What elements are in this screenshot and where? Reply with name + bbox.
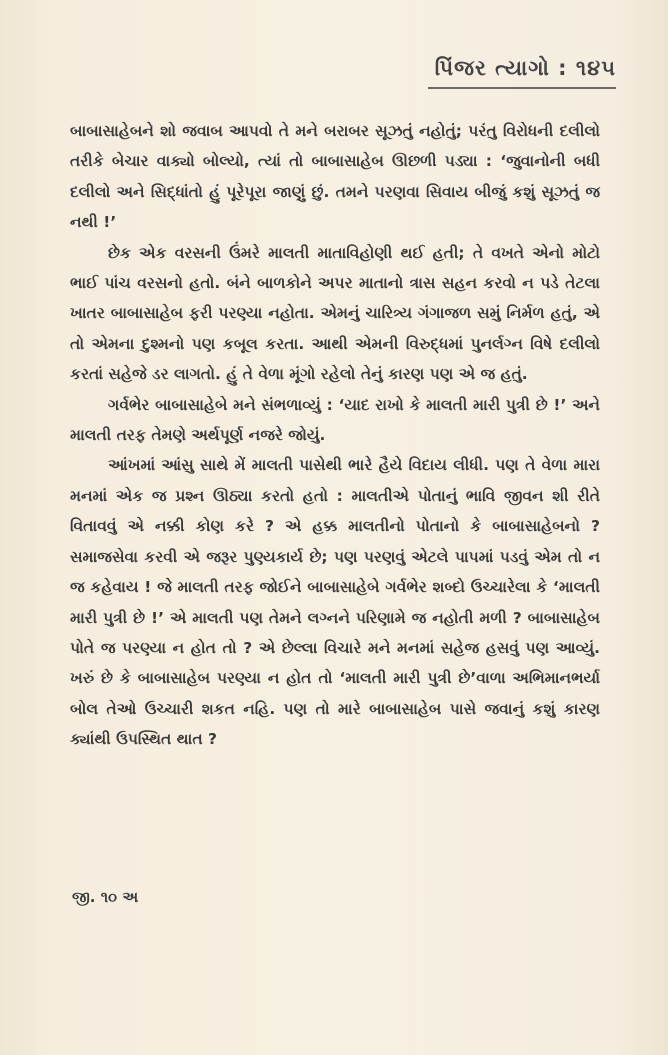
signature-mark: જી. ૧૦ અ: [72, 888, 139, 906]
page-header: [428, 56, 616, 89]
paragraph: છેક એક વરસની ઉંમરે માલતી માતાવિહોણી થઈ હતી; તે વખતે એનો મોટો ભાઈ પાંચ વરસનો હતો. બંને બાળકોને અપર માતાનો ત્રાસ સહન કરવો ન પડે તેટલા ખાતર બાબાસાહેબ ફરી પરણ્યા નહોતા. એમનું ચારિત્ર્ય ગંગાજળ સમું નિર્મળ હતું, એ તો એમના દુશ્મનો પણ કબૂલ કરતા. આથી એમની વિરુદ્ધમાં પુનર્લગ્ન વિષે દલીલો કરતાં સહેજે ડર લાગતો. હું તે વેળા મૂંગો રહેલો તેનું કારણ પણ એ જ હતું.: [70, 243, 600, 384]
body-text: [70, 116, 600, 755]
paragraph: ગર્વભેર બાબાસાહેબે મને સંભળાવ્યું : ‘યાદ રાખો કે માલતી મારી પુત્રી છે !’ અને માલતી તરફ તેમણે અર્થપૂર્ણ નજરે જોયું.: [70, 395, 600, 445]
paragraph: આંખમાં આંસુ સાથે મેં માલતી પાસેથી ભારે હૈયે વિદાય લીધી. પણ તે વેળા મારા મનમાં એક જ પ્રશ્ન ઊઠ્યા કરતો હતો : માલતીએ પોતાનું ભાવિ જીવન શી રીતે વિતાવવું એ નક્કી કોણ કરે ? એ હક્ક માલતીનો પોતાનો કે બાબાસાહેબનો ? સમાજસેવા કરવી એ જરૂર પુણ્યકાર્ય છે; પણ પરણવું એટલે પાપમાં પડવું એમ તો ન જ કહેવાય ! જે માલતી તરફ જોઈને બાબાસાહેબે ગર્વભેર શબ્દો ઉચ્ચારેલા કે ‘માલતી મારી પુત્રી છે !’ એ માલતી પણ તેમને લગ્નને પરિણામે જ નહોતી મળી ? બાબાસાહેબ પોતે જ પરણ્યા ન હોત તો ? એ છેલ્લા વિચારે મને મનમાં સહેજ હસવું પણ આવ્યું. ખરું છે કે બાબાસાહેબ પરણ્યા ન હોત તો ‘માલતી મારી પુત્રી છે’વાળા અભિમાનભર્યા બોલ તેઓ ઉચ્ચારી શકત નહિ. પણ તો મારે બાબાસાહેબ પાસે જવાનું કશું કારણ ક્યાંથી ઉપસ્થિત થાત ?: [70, 456, 600, 749]
paragraph: બાબાસાહેબને શો જવાબ આપવો તે મને બરાબર સૂઝતું નહોતું; પરંતુ વિરોધની દલીલો તરીકે બેચાર વાક્યો બોલ્યો, ત્યાં તો બાબાસાહેબ ઊછળી પડ્યા : ‘જુવાનોની બધી દલીલો અને સિદ્ધાંતો હું પૂરેપૂરા જાણું છું. તમને પરણવા સિવાય બીજું કશું સૂઝતું જ નથી !’: [70, 122, 600, 232]
running-head: પિંજર ત્યાગો : ૧૪૫: [434, 56, 616, 80]
header-rule: [428, 87, 616, 89]
